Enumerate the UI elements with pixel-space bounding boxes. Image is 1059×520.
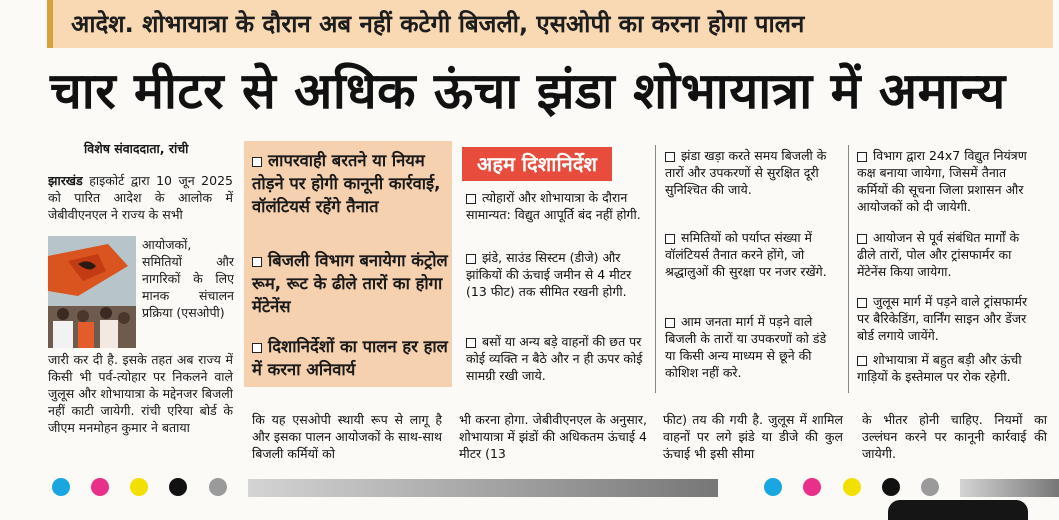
- guideline-item: बसों या अन्य बड़े वाहनों की छत पर कोई व्यक्ति न बैठे और न ही ऊपर कोई सामग्री रखी जाये.: [466, 334, 643, 383]
- guidelines-title: अहम दिशानिर्देश: [462, 147, 612, 181]
- cyan-registration-mark: [52, 478, 70, 496]
- bottom-column-1: कि यह एसओपी स्थायी रूप से लागू है और इसका पालन आयोजकों के साथ-साथ बिजली कर्मियों को: [252, 412, 442, 461]
- cyan-registration-mark: [764, 478, 782, 496]
- gray-scale-bar: [960, 479, 1059, 497]
- dark-overlay: [888, 500, 1028, 520]
- highlights-box: [244, 141, 452, 387]
- black-registration-mark: [882, 478, 900, 496]
- strip-text: आदेश. शोभायात्रा के दौरान अब नहीं कटेगी बिजली, एसओपी का करना होगा पालन: [71, 10, 805, 38]
- guideline-item: शोभायात्रा में बहुत बड़ी और ऊंची गाड़ियों के इस्तेमाल पर रोक रहेगी.: [857, 352, 1022, 384]
- checkbox-icon: [665, 152, 675, 162]
- checkbox-icon: [857, 152, 867, 162]
- checkbox-icon: [857, 234, 867, 244]
- highlight-item: दिशानिर्देशों का पालन हर हाल में करना अनिवार्य: [252, 337, 448, 379]
- top-strip: [47, 0, 1053, 48]
- magenta-registration-mark: [91, 478, 109, 496]
- gray-registration-mark: [209, 478, 227, 496]
- guideline-item: झंडे, साउंड सिस्टम (डीजे) और झांकियों की ऊंचाई जमीन से 4 मीटर (13 फीट) तक सीमित रखनी होगी.: [466, 250, 632, 299]
- bottom-column-3: फीट) तय की गयी है. जुलूस में शामिल वाहनों पर लगे झंडे या डीजे की कुल ऊंचाई भी इसी सीमा: [663, 412, 843, 461]
- intro-text: हाइकोर्ट द्वारा 10 जून 2025 को पारित आदेश के आलोक में जेबीवीएनएल ने राज्य के सभी: [48, 173, 233, 222]
- guideline-item: त्योहारों और शोभायात्रा के दौरान सामान्यत: विद्युत आपूर्ति बंद नहीं होगी.: [466, 190, 641, 222]
- checkbox-icon: [466, 254, 476, 264]
- checkbox-icon: [466, 194, 476, 204]
- guideline-item: समितियों को पर्याप्त संख्या में वॉलंटियर्स तैनात करने होंगे, जो श्रद्धालुओं की सुरक्षा पर नजर रखेंगे.: [665, 230, 827, 279]
- checkbox-icon: [857, 298, 867, 308]
- procession-photo: [48, 236, 136, 348]
- guideline-item: झंडा खड़ा करते समय बिजली के तारों और उपकरणों से सुरक्षित दूरी सुनिश्चित की जाये.: [665, 148, 827, 197]
- guideline-item: जुलूस मार्ग में पड़ने वाले ट्रांसफार्मर पर बैरिकेडिंग, वार्निंग साइन और डेंजर बोर्ड लगाये जायेंगे.: [857, 294, 1028, 343]
- checkbox-icon: [466, 338, 476, 348]
- guideline-item: आम जनता मार्ग में पड़ने वाले बिजली के तारों या उपकरणों को डंडे या किसी अन्य माध्यम से छूने की कोशिश नहीं करे.: [665, 314, 827, 380]
- column-divider: [848, 145, 849, 393]
- guideline-item: विभाग द्वारा 24x7 विद्युत नियंत्रण कक्ष बनाया जायेगा, जिसमें तैनात कर्मियों की सूचना जिला प्रशासन और आयोजकों को दी जायेगी.: [857, 148, 1027, 214]
- checkbox-icon: [252, 157, 262, 167]
- guideline-item: आयोजन से पूर्व संबंधित मार्गों के ढीले तारों, पोल और ट्रांसफार्मर का मेंटेनेंस किया जायेगा.: [857, 230, 1020, 279]
- byline: विशेष संवाददाता, रांची: [84, 141, 189, 156]
- column-1-text: जारी कर दी है. इसके तहत अब राज्य में किसी भी पर्व-त्योहार पर निकलने वाले जुलूस और शोभायात्रा के मद्देनजर बिजली नहीं काटी जायेगी. रांची एरिया बोर्ड के जीएम मनमोहन कुमार ने बताया: [48, 352, 233, 435]
- magenta-registration-mark: [803, 478, 821, 496]
- dateline: झारखंड: [48, 173, 83, 188]
- checkbox-icon: [665, 234, 675, 244]
- black-registration-mark: [169, 478, 187, 496]
- checkbox-icon: [252, 257, 262, 267]
- highlight-item: लापरवाही बरतने या नियम तोड़ने पर होगी कानूनी कार्रवाई, वॉलंटियर्स रहेंगे तैनात: [252, 151, 441, 216]
- highlight-item: बिजली विभाग बनायेगा कंट्रोल रूम, रूट के ढीले तारों का होगा मेंटेनेंस: [252, 251, 448, 316]
- checkbox-icon: [252, 343, 262, 353]
- column-1-intro: [48, 172, 233, 223]
- column-divider: [655, 145, 656, 393]
- checkbox-icon: [857, 356, 867, 366]
- headline: चार मीटर से अधिक ऊंचा झंडा शोभायात्रा में अमान्य: [50, 62, 1006, 120]
- bottom-column-2: भी करना होगा. जेबीवीएनएल के अनुसार, शोभायात्रा में झंडों की अधिकतम ऊंचाई 4 मीटर (13: [459, 412, 647, 461]
- yellow-registration-mark: [843, 478, 861, 496]
- gray-registration-mark: [921, 478, 939, 496]
- gray-scale-bar: [248, 479, 718, 497]
- column-1-wrap-text: आयोजकों, समितियों और नागरिकों के लिए मानक संचालन प्रक्रिया (एसओपी): [142, 237, 234, 320]
- yellow-registration-mark: [130, 478, 148, 496]
- checkbox-icon: [665, 318, 675, 328]
- bottom-column-4: के भीतर होनी चाहिए. नियमों का उल्लंघन करने पर कानूनी कार्रवाई की जायेगी.: [862, 412, 1047, 461]
